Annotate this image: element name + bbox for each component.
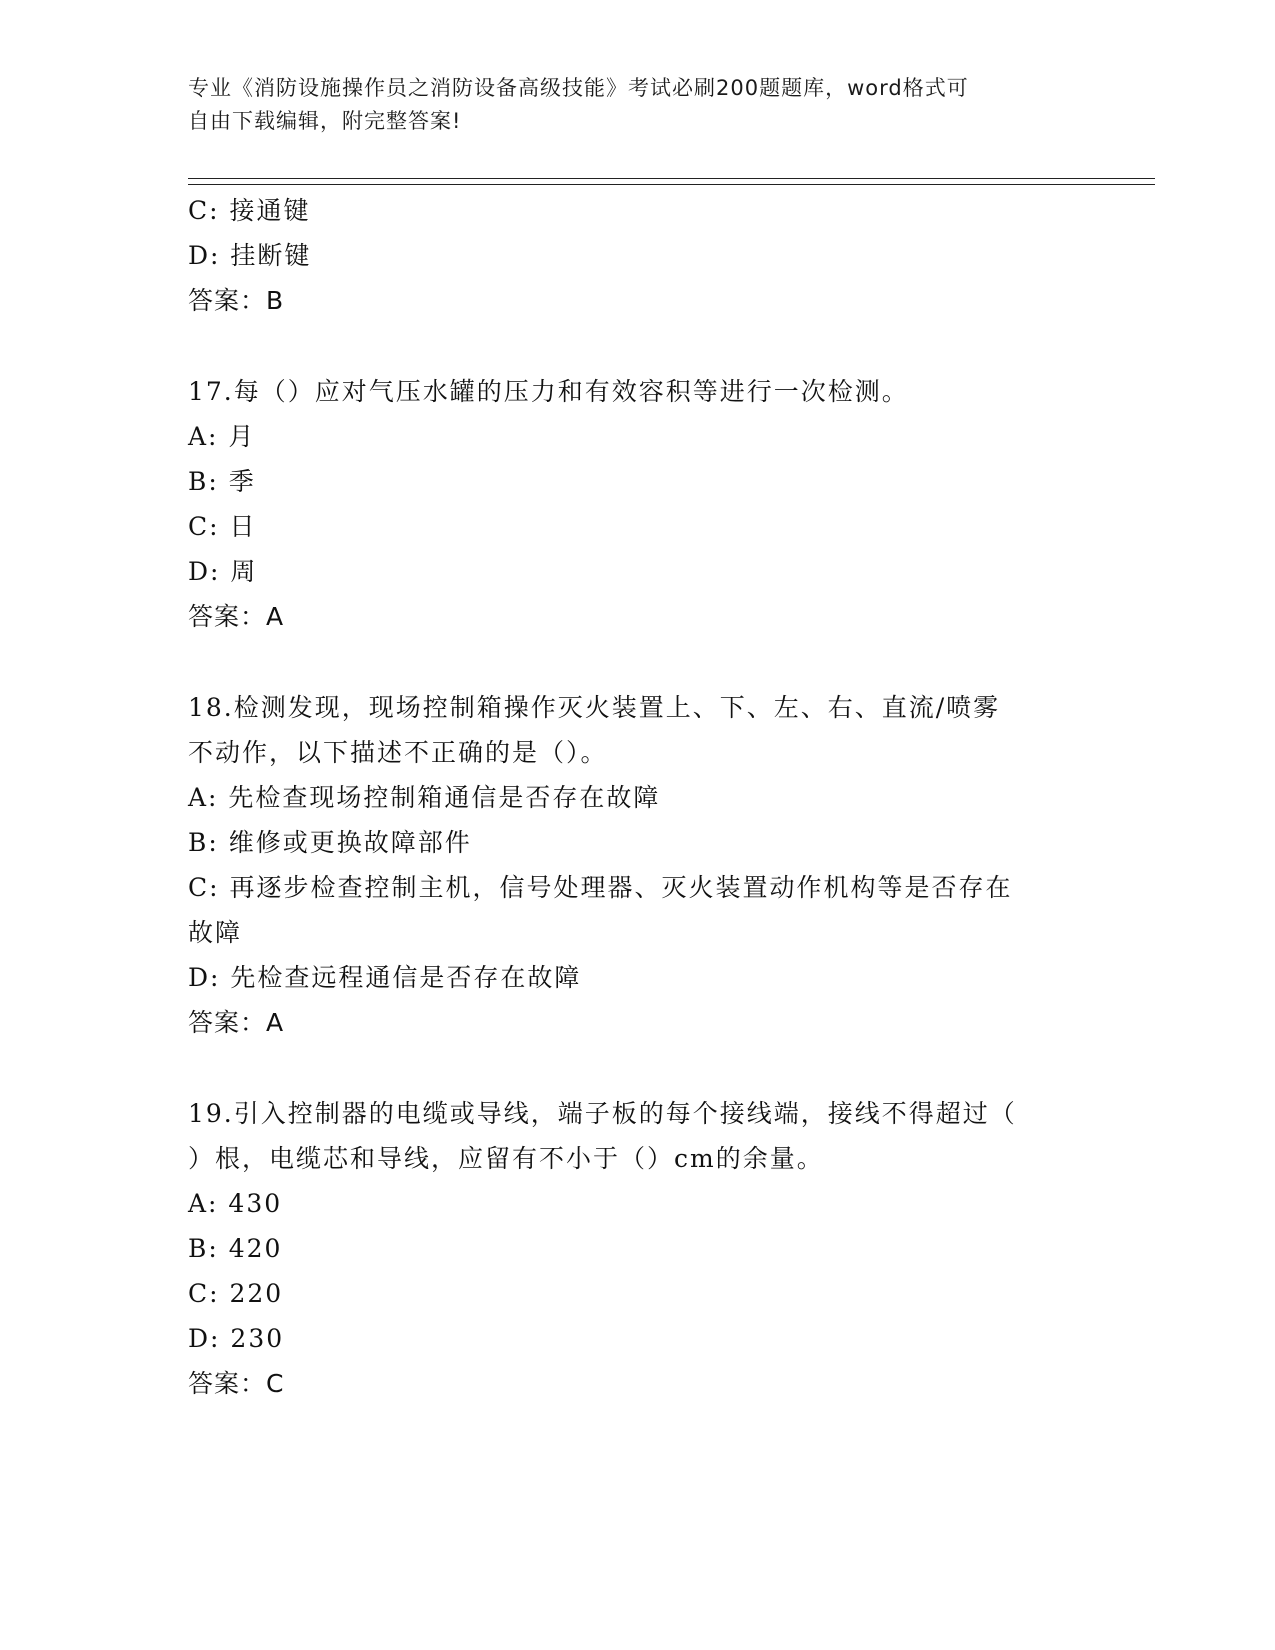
question-19 [188, 1091, 1088, 1406]
question-17 [188, 369, 1088, 639]
question-stem-line-1: 18.检测发现，现场控制箱操作灭火装置上、下、左、右、直流/喷雾 [188, 693, 1001, 722]
question-stem-line-2: ）根，电缆芯和导线，应留有不小于（）cm的余量。 [188, 1144, 824, 1173]
option-c: C: 220 [188, 1279, 284, 1308]
option-d: D: 230 [188, 1324, 285, 1353]
option-b: B: 季 [188, 467, 256, 496]
question-16-tail [188, 188, 1088, 323]
answer: 答案：B [188, 286, 285, 315]
option-c-line-2: 故障 [188, 918, 243, 947]
answer: 答案：A [188, 602, 285, 631]
header-line-1: 专业《消防设施操作员之消防设备高级技能》考试必刷200题题库，word格式可 [188, 76, 969, 100]
question-list [188, 188, 1088, 1406]
header-line-2: 自由下载编辑，附完整答案! [188, 109, 462, 133]
spacer [188, 323, 1088, 369]
option-c-line-1: C: 再逐步检查控制主机，信号处理器、灭火装置动作机构等是否存在 [188, 873, 1013, 902]
answer: 答案：A [188, 1008, 285, 1037]
option-b: B: 420 [188, 1234, 283, 1263]
spacer [188, 639, 1088, 685]
answer: 答案：C [188, 1369, 285, 1398]
option-a: A: 430 [188, 1189, 283, 1218]
question-18 [188, 685, 1088, 1045]
question-stem-line-2: 不动作，以下描述不正确的是（）。 [188, 738, 608, 767]
option-a: A: 月 [188, 422, 256, 451]
question-stem-line-1: 19.引入控制器的电缆或导线，端子板的每个接线端，接线不得超过（ [188, 1099, 1017, 1128]
option-d: D: 周 [188, 557, 258, 586]
page-header [188, 72, 1068, 138]
option-c: C: 接通键 [188, 196, 311, 225]
spacer [188, 1045, 1088, 1091]
question-stem: 17.每（）应对气压水罐的压力和有效容积等进行一次检测。 [188, 377, 909, 406]
option-a: A: 先检查现场控制箱通信是否存在故障 [188, 783, 661, 812]
option-b: B: 维修或更换故障部件 [188, 828, 472, 857]
option-d: D: 挂断键 [188, 241, 312, 270]
header-divider [188, 178, 1155, 185]
option-c: C: 日 [188, 512, 257, 541]
option-d: D: 先检查远程通信是否存在故障 [188, 963, 582, 992]
